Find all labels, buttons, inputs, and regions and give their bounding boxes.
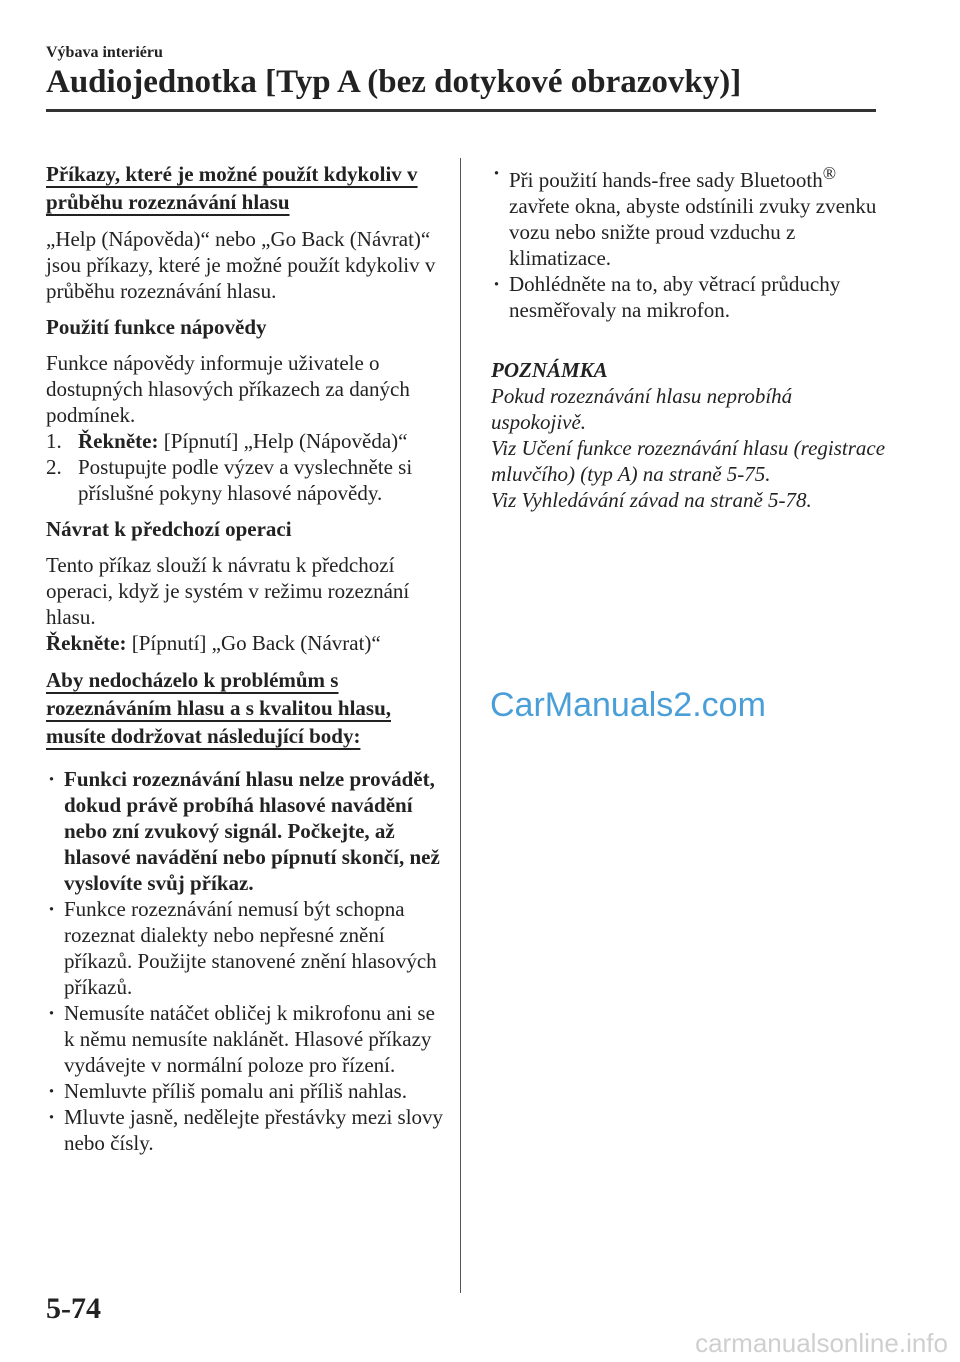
title-divider (46, 109, 876, 112)
heading-go-back: Návrat k předchozí operaci (46, 517, 292, 541)
step-2-number: 2. (46, 455, 62, 479)
registered-mark: ® (822, 163, 837, 183)
tip-1: · Funkce rozeznávání nemusí být schopna rozeznat dialekty nebo nepřesné znění příkazů. Použijte stanovené znění hlasových příkazů. (46, 896, 446, 1000)
heading-avoid-problems-block (46, 666, 446, 750)
tip-3: · Nemluvte příliš pomalu ani příliš nahlas. (46, 1078, 446, 1104)
section-label: Výbava interiéru (46, 44, 163, 61)
tip-bold: · Funkci rozeznávání hlasu nelze provádět, dokud právě probíhá hlasové navádění nebo zní zvukový signál. Počkejte, až hlasové navádění nebo pípnutí skončí, než vyslovíte svůj příkaz. (46, 766, 446, 896)
say-go-back (46, 630, 446, 656)
step-1-bold: Řekněte: (78, 429, 159, 453)
page-title: Audiojednotka [Typ A (bez dotykové obrazovky)] (46, 64, 742, 100)
heading-commands-anytime-block (46, 160, 446, 216)
tip-bluetooth-rest: zavřete okna, abyste odstínili zvuky zvenku vozu nebo snižte proud vzduchu z klimatizace. (509, 194, 877, 270)
step-1 (46, 428, 446, 454)
step-1-body: [Pípnutí] „Help (Nápověda)“ (158, 429, 408, 453)
left-column (46, 160, 446, 1156)
note-title: POZNÁMKA (491, 358, 608, 382)
step-2 (46, 454, 446, 506)
tips-list (46, 766, 446, 1156)
right-column (491, 160, 891, 513)
tip-bluetooth-text: Při použití hands-free sady Bluetooth (509, 168, 823, 192)
tip-4: · Mluvte jasně, nedělejte přestávky mezi slovy nebo čísly. (46, 1104, 446, 1156)
footer-watermark: carmanualsonline.info (695, 1328, 948, 1358)
note-line-3: Viz Vyhledávání závad na straně 5-78. (491, 488, 812, 512)
step-1-text (78, 428, 446, 454)
paragraph-commands-anytime: „Help (Nápověda)“ nebo „Go Back (Návrat)“ jsou příkazy, které je možné použít kdykoliv v průběhu rozeznávání hlasu. (46, 227, 436, 303)
column-divider (460, 158, 461, 1293)
paragraph-go-back: Tento příkaz slouží k návratu k předchozí operaci, když je systém v režimu rozeznání hlasu. (46, 553, 410, 629)
heading-help-function: Použití funkce nápovědy (46, 315, 267, 339)
page-number: 5-74 (46, 1292, 101, 1325)
step-2-body: Postupujte podle výzev a vyslechněte si příslušné pokyny hlasové nápovědy. (78, 455, 413, 505)
tip-bluetooth (491, 160, 891, 271)
watermark: CarManuals2.com (490, 686, 766, 724)
tip-2: · Nemusíte natáčet obličej k mikrofonu ani se k němu nemusíte naklánět. Hlasové příkazy vydávejte v normální poloze pro řízení. (46, 1000, 446, 1078)
note-line-2: Viz Učení funkce rozeznávání hlasu (registrace mluvčího) (typ A) na straně 5-75. (491, 436, 886, 486)
tip-vents: · Dohlédněte na to, aby větrací průduchy nesměřovaly na mikrofon. (491, 271, 891, 323)
note-line-1: Pokud rozeznávání hlasu neprobíhá uspokojivě. (491, 384, 793, 434)
heading-avoid-problems: Aby nedocházelo k problémům s rozeznáváním hlasu a s kvalitou hlasu, musíte dodržovat následující body: (46, 668, 392, 748)
paragraph-help-function: Funkce nápovědy informuje uživatele o dostupných hlasových příkazech za daných podmínek. (46, 351, 410, 427)
right-tips-list (491, 160, 891, 323)
say-go-back-text: [Pípnutí] „Go Back (Návrat)“ (126, 631, 381, 655)
say-go-back-bold: Řekněte: (46, 631, 127, 655)
heading-commands-anytime: Příkazy, které je možné použít kdykoliv v průběhu rozeznávání hlasu (46, 162, 418, 214)
step-1-number: 1. (46, 429, 62, 453)
